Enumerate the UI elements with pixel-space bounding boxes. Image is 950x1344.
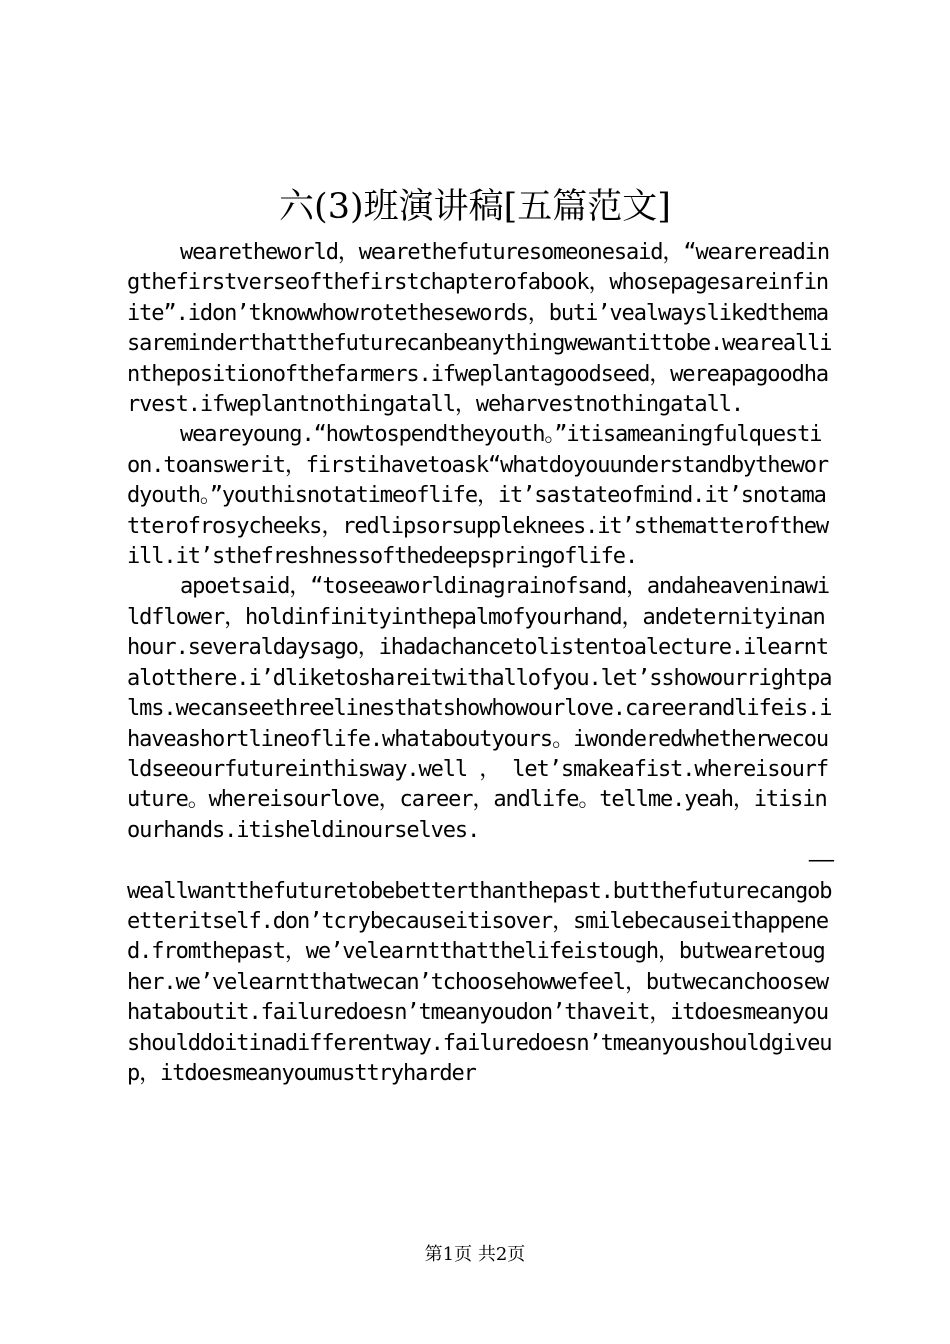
paragraph: apoetsaid，“toseeaworldinagrainofsand，andaheaveninawildflower，holdinfinityinthepalmofyourhand，andeternityinanhour.severaldaysago，ihadachancetolistentoalecture.ilearntalotthere.i’dliketoshareitwithallofyou.let’sshowourrightpalms.wecanseethreelinesthatshowhowourlove.careerandlifeis.ihaveashortlineoflife.whataboutyours。iwonderedwhetherwecouldseeourfutureinthisway.well ， let’smakeafist.whereisourfuture。whereisourlove，career，andlife。tellme.yeah，itisinourhands.itisheldinourselves.	[127, 574, 832, 843]
paragraph: weallwantthefuturetobebetterthanthepast.butthefuturecangobetteritself.don’tcrybecauseitisover，smilebecauseithappened.fromthepast，we’velearntthatthelifeistough，butwearetougher.we’velearntthatwecan’tchoosehowwefeel，butwecanchoosewhataboutit.failuredoesn’tmeanyoudon’thaveit，itdoesmeanyoushoulddoitinadifferentway.failuredoesn’tmeanyoushouldgiveup，itdoesmeanyoumusttryharder	[127, 878, 832, 1086]
paragraph: wearetheworld，wearethefuturesomeonesaid，“wearereadingthefirstverseofthefirstchapterofabook，whosepagesareinfinite”.idon’tknowwhowrotethesewords，buti’vealwayslikedthemasareminderthatthefuturecanbeanythingwewantittobe.weareallinthepositionofthefarmers.ifweplantagoodseed，wereapagoodharvest.ifweplantnothingatall，weharvestnothingatall.	[127, 240, 832, 418]
document-body	[127, 238, 833, 1089]
page-indicator: 第1页 共2页	[424, 1244, 526, 1265]
document-title: 六(3)班演讲稿[五篇范文]	[279, 187, 671, 227]
paragraph: weareyoung.“howtospendtheyouth。”itisameaningfulquestion.toanswerit，firstihavetoask“whatdoyouunderstandbythewordyouth。”youthisnotatimeoflife，it’sastateofmind.it’snotamatterofrosycheeks，redlipsorsuppleknees.it’sthematterofthewill.it’sthefreshnessofthedeepspringoflife.	[127, 422, 829, 570]
dash-separator: ——	[808, 848, 833, 874]
